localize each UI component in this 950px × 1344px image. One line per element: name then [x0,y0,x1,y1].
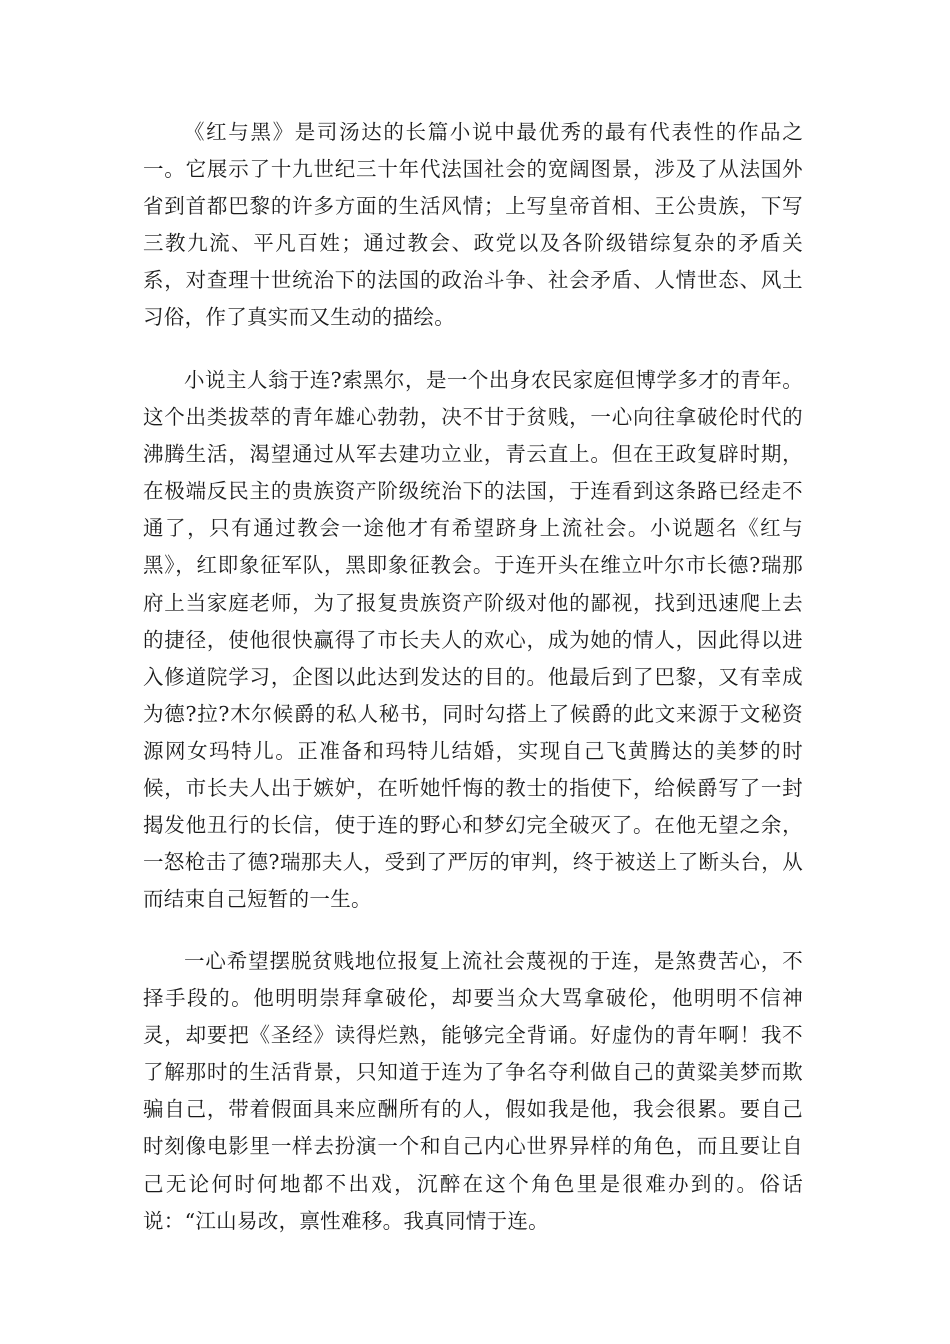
paragraph-reflection: 一心希望摆脱贫贱地位报复上流社会蔑视的于连，是煞费苦心，不择手段的。他明明崇拜拿破伦，却要当众大骂拿破伦，他明明不信神灵，却要把《圣经》读得烂熟，能够完全背诵。好虚伪的青年啊！我不了解那时的生活背景，只知道于连为了争名夺利做自己的黄粱美梦而欺骗自己，带着假面具来应酬所有的人，假如我是他，我会很累。要自己时刻像电影里一样去扮演一个和自己内心世界异样的角色，而且要让自己无论何时何地都不出戏，沉醉在这个角色里是很难办到的。俗话说：“江山易改，禀性难移。我真同情于连。 [143,949,803,1233]
paragraph-intro: 《红与黑》是司汤达的长篇小说中最优秀的最有代表性的作品之一。它展示了十九世纪三十年代法国社会的宽阔图景，涉及了从法国外省到首都巴黎的许多方面的生活风情；上写皇帝首相、王公贵族，下写三教九流、平凡百姓；通过教会、政党以及各阶级错综复杂的矛盾关系，对查理十世统治下的法国的政治斗争、社会矛盾、人情世态、风土习俗，作了真实而又生动的描绘。 [143,120,803,330]
paragraph-plot-summary: 小说主人翁于连?索黑尔，是一个出身农民家庭但博学多才的青年。这个出类拔萃的青年雄心勃勃，决不甘于贫贱，一心向往拿破伦时代的沸腾生活，渴望通过从军去建功立业，青云直上。但在王政复辟时期，在极端反民主的贵族资产阶级统治下的法国，于连看到这条路已经走不通了，只有通过教会一途他才有希望跻身上流社会。小说题名《红与黑》，红即象征军队，黑即象征教会。于连开头在维立叶尔市长德?瑞那府上当家庭老师，为了报复贵族资产阶级对他的鄙视，找到迅速爬上去的捷径，使他很快赢得了市长夫人的欢心，成为她的情人，因此得以进入修道院学习，企图以此达到发达的目的。他最后到了巴黎，又有幸成为德?拉?木尔候爵的私人秘书，同时勾搭上了候爵的此文来源于文秘资源网女玛特儿。正准备和玛特儿结婚，实现自己飞黄腾达的美梦的时候，市长夫人出于嫉妒，在听她忏悔的教士的指使下，给候爵写了一封揭发他丑行的长信，使于连的野心和梦幻完全破灭了。在他无望之余，一怒枪击了德?瑞那夫人，受到了严厉的审判，终于被送上了断头台，从而结束自己短暂的一生。 [143,368,803,912]
